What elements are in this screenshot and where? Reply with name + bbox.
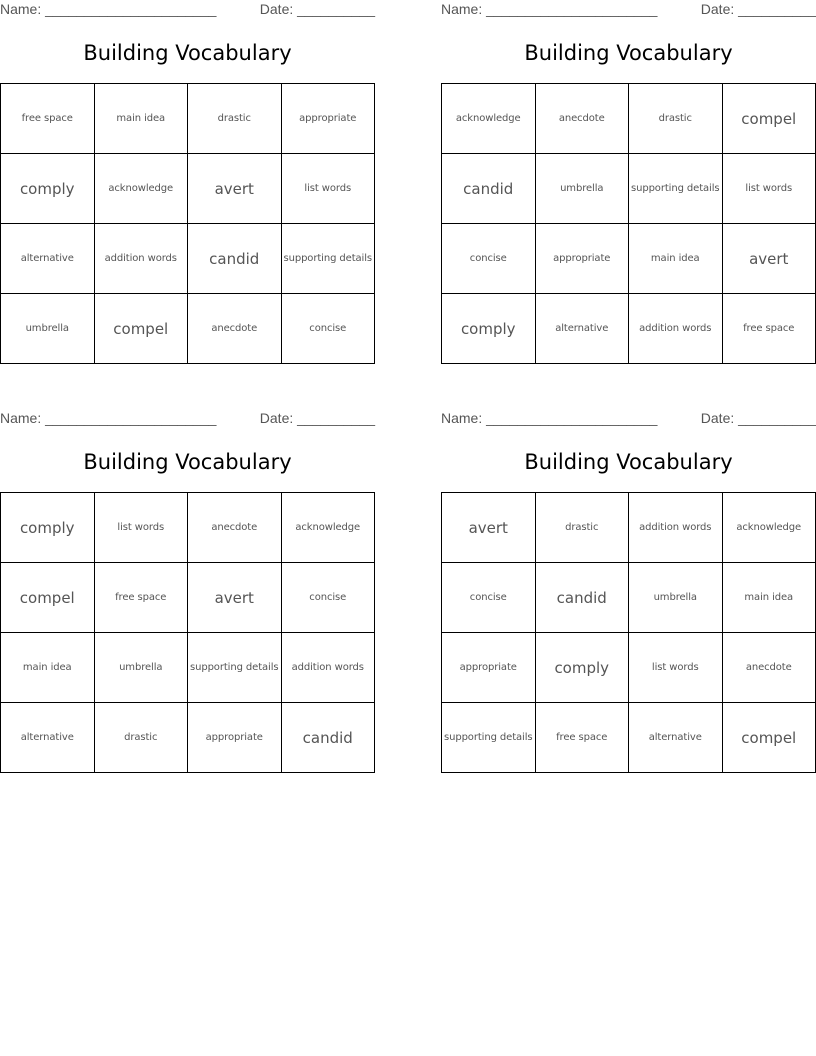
bingo-cell: addition words xyxy=(282,633,376,703)
bingo-cell: list words xyxy=(629,633,723,703)
bingo-cell: main idea xyxy=(95,84,189,154)
bingo-cell: acknowledge xyxy=(723,493,816,563)
bingo-card-4 xyxy=(441,409,816,773)
bingo-cell: addition words xyxy=(629,294,723,364)
bingo-cell: drastic xyxy=(536,493,630,563)
bingo-cell: drastic xyxy=(629,84,723,154)
bingo-cell: avert xyxy=(723,224,816,294)
bingo-cell: main idea xyxy=(1,633,95,703)
bingo-cell: candid xyxy=(282,703,376,773)
bingo-cell: candid xyxy=(188,224,282,294)
bingo-cell: list words xyxy=(95,493,189,563)
bingo-cell: alternative xyxy=(1,703,95,773)
bingo-cell: umbrella xyxy=(629,563,723,633)
bingo-cell: free space xyxy=(1,84,95,154)
bingo-cell: supporting details xyxy=(442,703,536,773)
bingo-cell: list words xyxy=(723,154,816,224)
bingo-cell: avert xyxy=(442,493,536,563)
name-field-label: Name: ______________________ xyxy=(441,1,658,17)
bingo-grid xyxy=(441,492,816,773)
bingo-cell: umbrella xyxy=(95,633,189,703)
bingo-cell: main idea xyxy=(629,224,723,294)
bingo-cell: acknowledge xyxy=(282,493,376,563)
bingo-cell: comply xyxy=(1,154,95,224)
bingo-cell: anecdote xyxy=(536,84,630,154)
bingo-cell: comply xyxy=(1,493,95,563)
bingo-cell: concise xyxy=(442,224,536,294)
date-field-label: Date: __________ xyxy=(259,410,375,426)
bingo-cell: free space xyxy=(536,703,630,773)
bingo-cell: compel xyxy=(723,703,816,773)
bingo-grid xyxy=(0,83,375,364)
bingo-cell: comply xyxy=(442,294,536,364)
bingo-cell: concise xyxy=(282,294,376,364)
bingo-cell: anecdote xyxy=(188,493,282,563)
bingo-cell: anecdote xyxy=(188,294,282,364)
bingo-cell: avert xyxy=(188,563,282,633)
bingo-cell: free space xyxy=(723,294,816,364)
card-title: Building Vocabulary xyxy=(524,450,733,474)
date-field-label: Date: __________ xyxy=(700,1,816,17)
bingo-cell: compel xyxy=(95,294,189,364)
bingo-cell: appropriate xyxy=(282,84,376,154)
card-title: Building Vocabulary xyxy=(83,41,292,65)
name-field-label: Name: ______________________ xyxy=(0,410,217,426)
bingo-cell: drastic xyxy=(95,703,189,773)
bingo-cell: umbrella xyxy=(1,294,95,364)
bingo-cell: addition words xyxy=(629,493,723,563)
card-title: Building Vocabulary xyxy=(83,450,292,474)
bingo-cell: alternative xyxy=(629,703,723,773)
bingo-cell: candid xyxy=(536,563,630,633)
bingo-cell: addition words xyxy=(95,224,189,294)
bingo-cell: appropriate xyxy=(442,633,536,703)
date-field-label: Date: __________ xyxy=(700,410,816,426)
bingo-cell: appropriate xyxy=(188,703,282,773)
bingo-cell: list words xyxy=(282,154,376,224)
bingo-cell: comply xyxy=(536,633,630,703)
bingo-cell: supporting details xyxy=(188,633,282,703)
bingo-grid xyxy=(0,492,375,773)
bingo-card-1 xyxy=(0,0,375,364)
bingo-cell: supporting details xyxy=(629,154,723,224)
bingo-cell: acknowledge xyxy=(442,84,536,154)
bingo-cell: supporting details xyxy=(282,224,376,294)
date-field-label: Date: __________ xyxy=(259,1,375,17)
bingo-grid xyxy=(441,83,816,364)
bingo-cell: concise xyxy=(282,563,376,633)
bingo-cell: avert xyxy=(188,154,282,224)
bingo-cell: candid xyxy=(442,154,536,224)
bingo-cell: alternative xyxy=(1,224,95,294)
bingo-cell: compel xyxy=(1,563,95,633)
bingo-cell: main idea xyxy=(723,563,816,633)
name-field-label: Name: ______________________ xyxy=(441,410,658,426)
bingo-cell: umbrella xyxy=(536,154,630,224)
bingo-cell: drastic xyxy=(188,84,282,154)
bingo-cell: free space xyxy=(95,563,189,633)
bingo-card-3 xyxy=(0,409,375,773)
bingo-card-2 xyxy=(441,0,816,364)
bingo-cell: appropriate xyxy=(536,224,630,294)
name-field-label: Name: ______________________ xyxy=(0,1,217,17)
bingo-cell: compel xyxy=(723,84,816,154)
card-title: Building Vocabulary xyxy=(524,41,733,65)
bingo-cell: anecdote xyxy=(723,633,816,703)
bingo-cell: acknowledge xyxy=(95,154,189,224)
bingo-cell: alternative xyxy=(536,294,630,364)
bingo-cell: concise xyxy=(442,563,536,633)
